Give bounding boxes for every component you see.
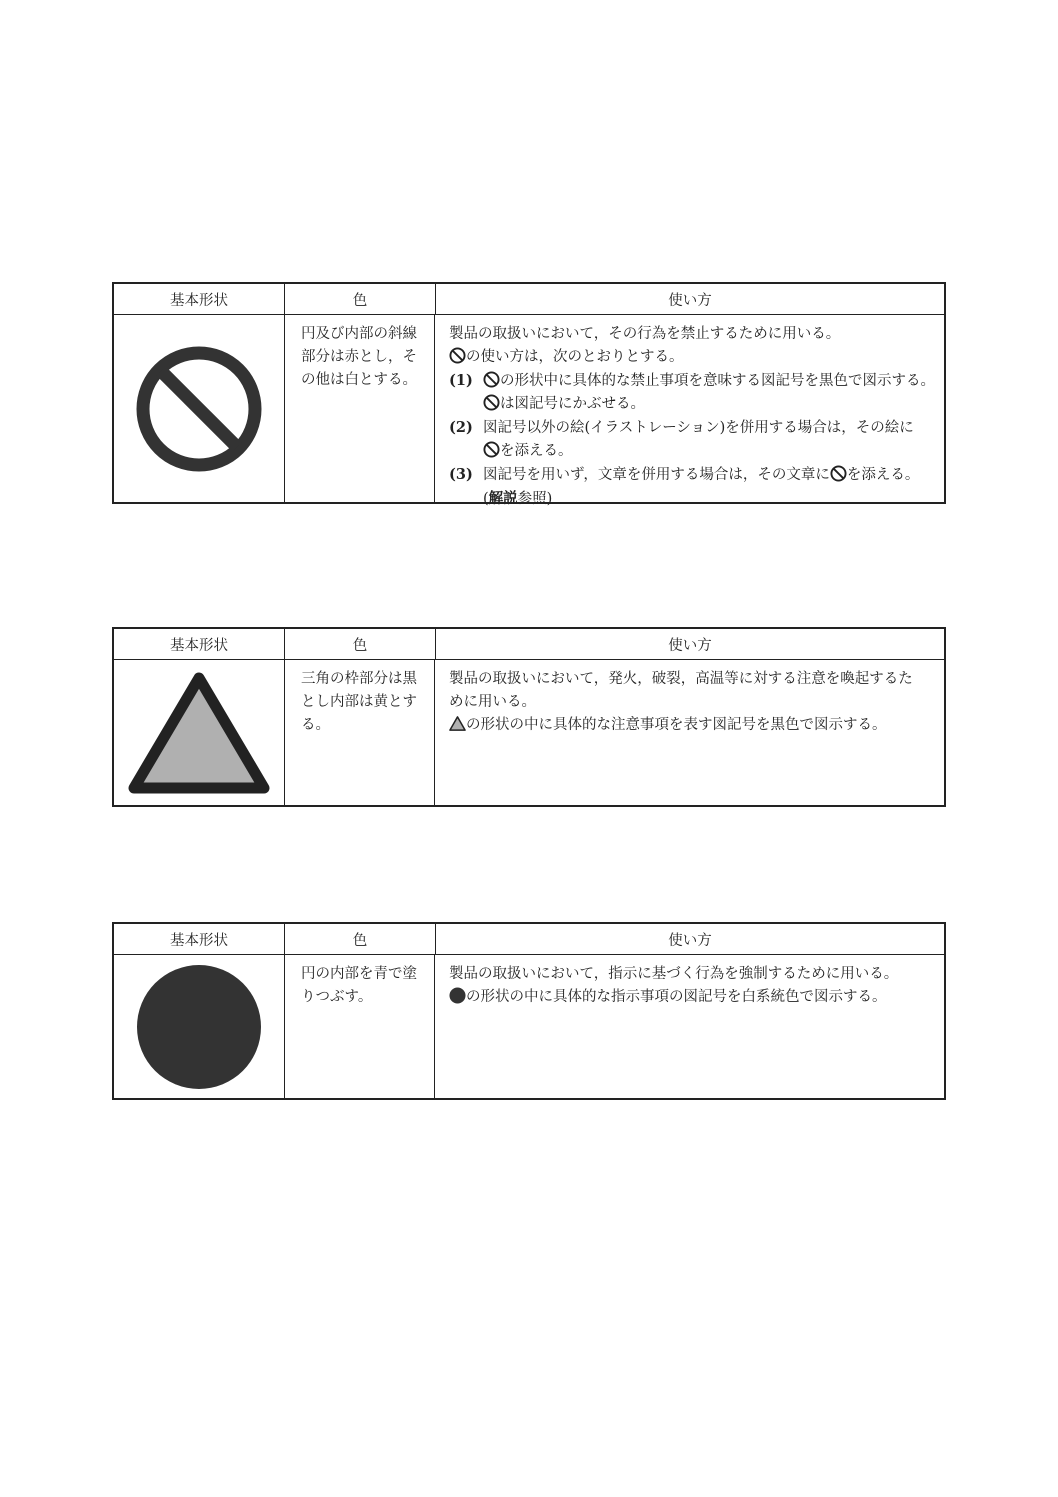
paren: ( xyxy=(483,491,489,507)
usage-text: は図記号にかぶせる。 xyxy=(500,396,645,412)
caution-color xyxy=(285,660,435,806)
color-text: 円の内部を青で塗 xyxy=(301,966,417,982)
caution-triangle-icon xyxy=(124,668,274,798)
item-number: (3) xyxy=(449,466,473,483)
header-shape: 基本形状 xyxy=(114,284,285,314)
mandatory-usage xyxy=(435,955,944,1099)
prohibition-shape xyxy=(114,315,285,503)
mandatory-table xyxy=(112,922,946,1100)
usage-text: の形状の中に具体的な指示事項の図記号を白系統色で図示する。 xyxy=(466,989,887,1005)
item-number: (2) xyxy=(449,419,473,436)
caution-usage xyxy=(435,660,944,806)
prohibition-icon xyxy=(483,441,500,458)
usage-text: 図記号以外の絵(イラストレーション)を併用する場合は，その絵に xyxy=(483,420,914,436)
prohibition-color xyxy=(285,315,435,503)
item-number: (1) xyxy=(449,372,473,389)
mandatory-shape xyxy=(114,955,285,1099)
caution-table xyxy=(112,627,946,807)
usage-text: 製品の取扱いにおいて，発火，破裂，高温等に対する注意を喚起するた xyxy=(449,671,913,687)
color-text: 円及び内部の斜線 xyxy=(301,326,417,342)
header-color: 色 xyxy=(285,924,436,954)
caution-triangle-icon xyxy=(449,715,466,732)
prohibition-table xyxy=(112,282,946,507)
prohibition-icon xyxy=(134,344,264,474)
header-usage: 使い方 xyxy=(668,637,712,654)
color-text: 部分は赤とし，そ xyxy=(301,349,417,365)
usage-text: めに用いる。 xyxy=(449,694,536,710)
header-shape: 基本形状 xyxy=(114,629,285,659)
usage-text: の使い方は，次のとおりとする。 xyxy=(466,349,684,365)
prohibition-icon xyxy=(830,465,847,482)
color-text: の他は白とする。 xyxy=(301,372,417,388)
commentary-ref: 解説 xyxy=(488,490,518,507)
usage-text: 製品の取扱いにおいて，指示に基づく行為を強制するために用いる。 xyxy=(449,966,899,982)
header-usage: 使い方 xyxy=(668,292,712,309)
color-text: とし内部は黄とす xyxy=(301,694,417,710)
header-color: 色 xyxy=(285,629,436,659)
table-header xyxy=(114,924,944,955)
table-header xyxy=(114,284,944,315)
prohibition-usage xyxy=(435,315,944,507)
mandatory-circle-icon xyxy=(449,987,466,1004)
color-text: 三角の枠部分は黒 xyxy=(301,671,417,687)
usage-text: 製品の取扱いにおいて，その行為を禁止するために用いる。 xyxy=(449,326,841,342)
usage-text: を添える。 xyxy=(846,467,920,483)
mandatory-color xyxy=(285,955,435,1099)
color-text: りつぶす。 xyxy=(301,989,373,1005)
prohibition-icon xyxy=(449,347,466,364)
usage-text: 参照) xyxy=(517,491,553,507)
caution-shape xyxy=(114,660,285,806)
mandatory-circle-icon xyxy=(134,962,264,1092)
usage-text: の形状の中に具体的な注意事項を表す図記号を黒色で図示する。 xyxy=(466,717,887,733)
usage-text: の形状中に具体的な禁止事項を意味する図記号を黒色で図示する。 xyxy=(500,373,935,389)
usage-text: 図記号を用いず，文章を併用する場合は，その文章に xyxy=(483,467,830,483)
usage-text: を添える。 xyxy=(500,443,573,459)
color-text: る。 xyxy=(301,717,330,733)
prohibition-icon xyxy=(483,371,500,388)
header-color: 色 xyxy=(285,284,436,314)
table-header xyxy=(114,629,944,660)
header-usage: 使い方 xyxy=(668,932,712,949)
prohibition-icon xyxy=(483,394,500,411)
header-shape: 基本形状 xyxy=(114,924,285,954)
